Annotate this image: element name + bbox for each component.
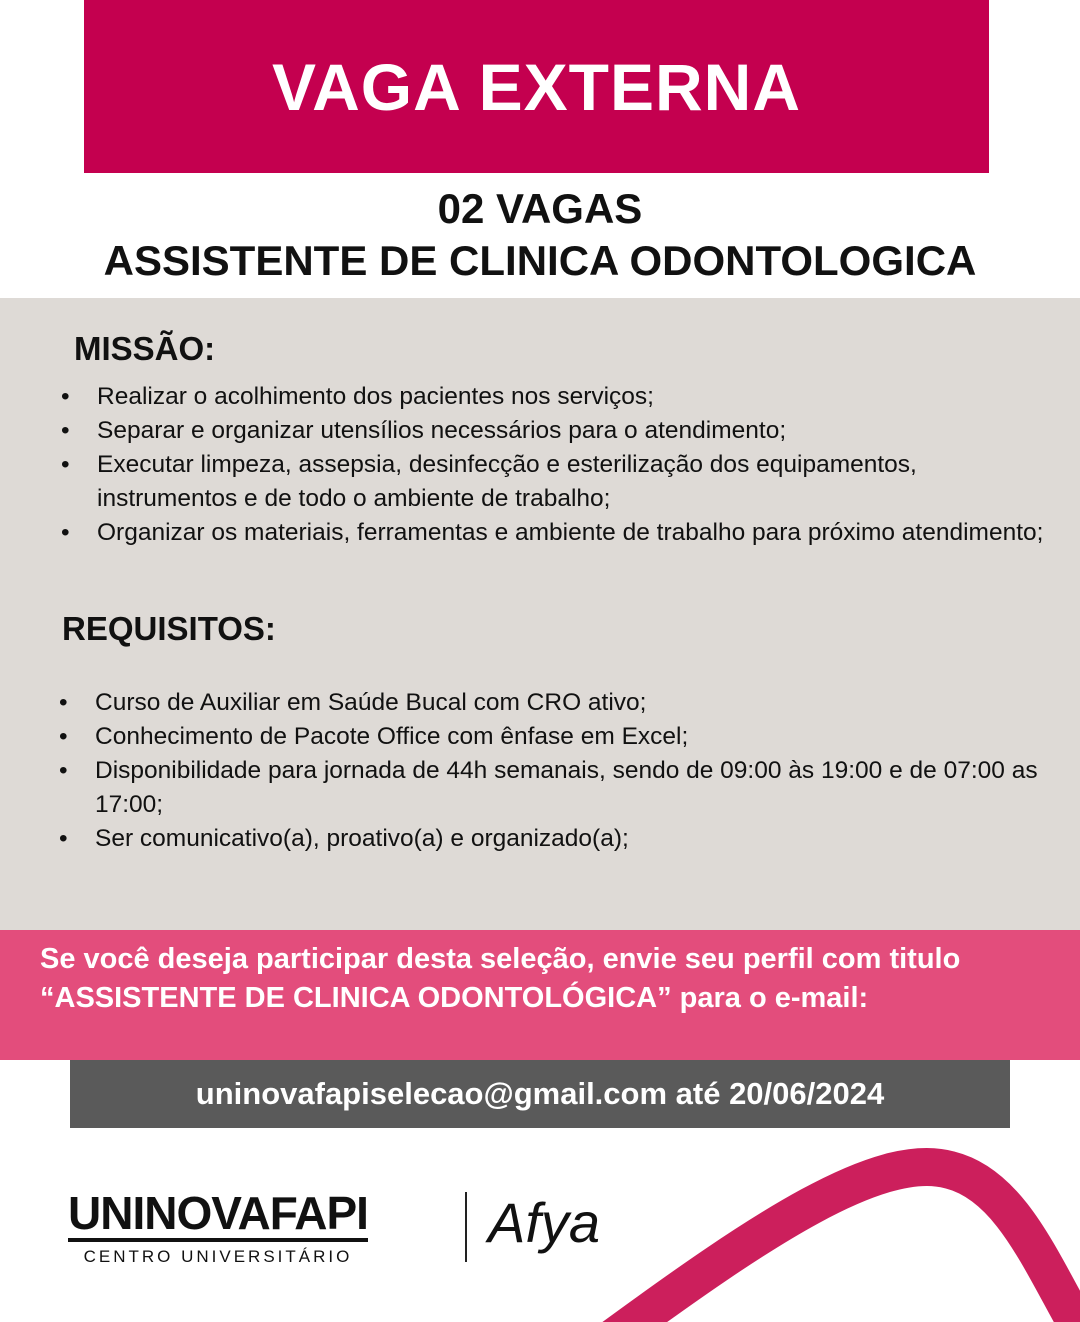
requisitos-list [59,686,1045,856]
list-item: • Conhecimento de Pacote Office com ênfase em Excel; [59,723,689,750]
missao-list [61,380,1047,550]
list-item: • Disponibilidade para jornada de 44h semanais, sendo de 09:00 às 19:00 e de 07:00 as 17:00; [59,757,1038,818]
job-role: ASSISTENTE DE CLINICA ODONTOLOGICA [103,237,977,284]
requisitos-heading: REQUISITOS: [62,610,276,647]
afya-logo: Afya [488,1191,601,1254]
missao-heading: MISSÃO: [74,330,216,367]
list-item: • Executar limpeza, assepsia, desinfecção e esterilização dos equipamentos, instrumentos e de todo o ambiente de trabalho; [61,451,917,512]
email-deadline[interactable]: uninovafapiselecao@gmail.com até 20/06/2024 [195,1076,885,1111]
email-box [70,1060,1010,1128]
banner-title: VAGA EXTERNA [271,49,802,124]
list-item: • Separar e organizar utensílios necessários para o atendimento; [61,417,787,444]
cta-band [0,930,1080,1060]
title-banner [84,0,989,173]
logo-divider [465,1192,467,1262]
list-item: • Ser comunicativo(a), proativo(a) e organizado(a); [59,825,629,852]
cta-text: Se você deseja participar desta seleção, envie seu perfil com titulo “ASSISTENTE DE CLINICA ODONTOLÓGICA” para o e-mail: [40,943,961,1014]
vacancy-count: 02 VAGAS [437,185,643,232]
list-item: • Organizar os materiais, ferramentas e ambiente de trabalho para próximo atendimento; [61,519,1044,546]
list-item: • Realizar o acolhimento dos pacientes nos serviços; [61,383,654,410]
uninovafapi-logo: UNINOVAFAPI CENTRO UNIVERSITÁRIO [68,1187,368,1266]
list-item: • Curso de Auxiliar em Saúde Bucal com CRO ativo; [59,689,647,716]
job-heading [0,183,1080,287]
